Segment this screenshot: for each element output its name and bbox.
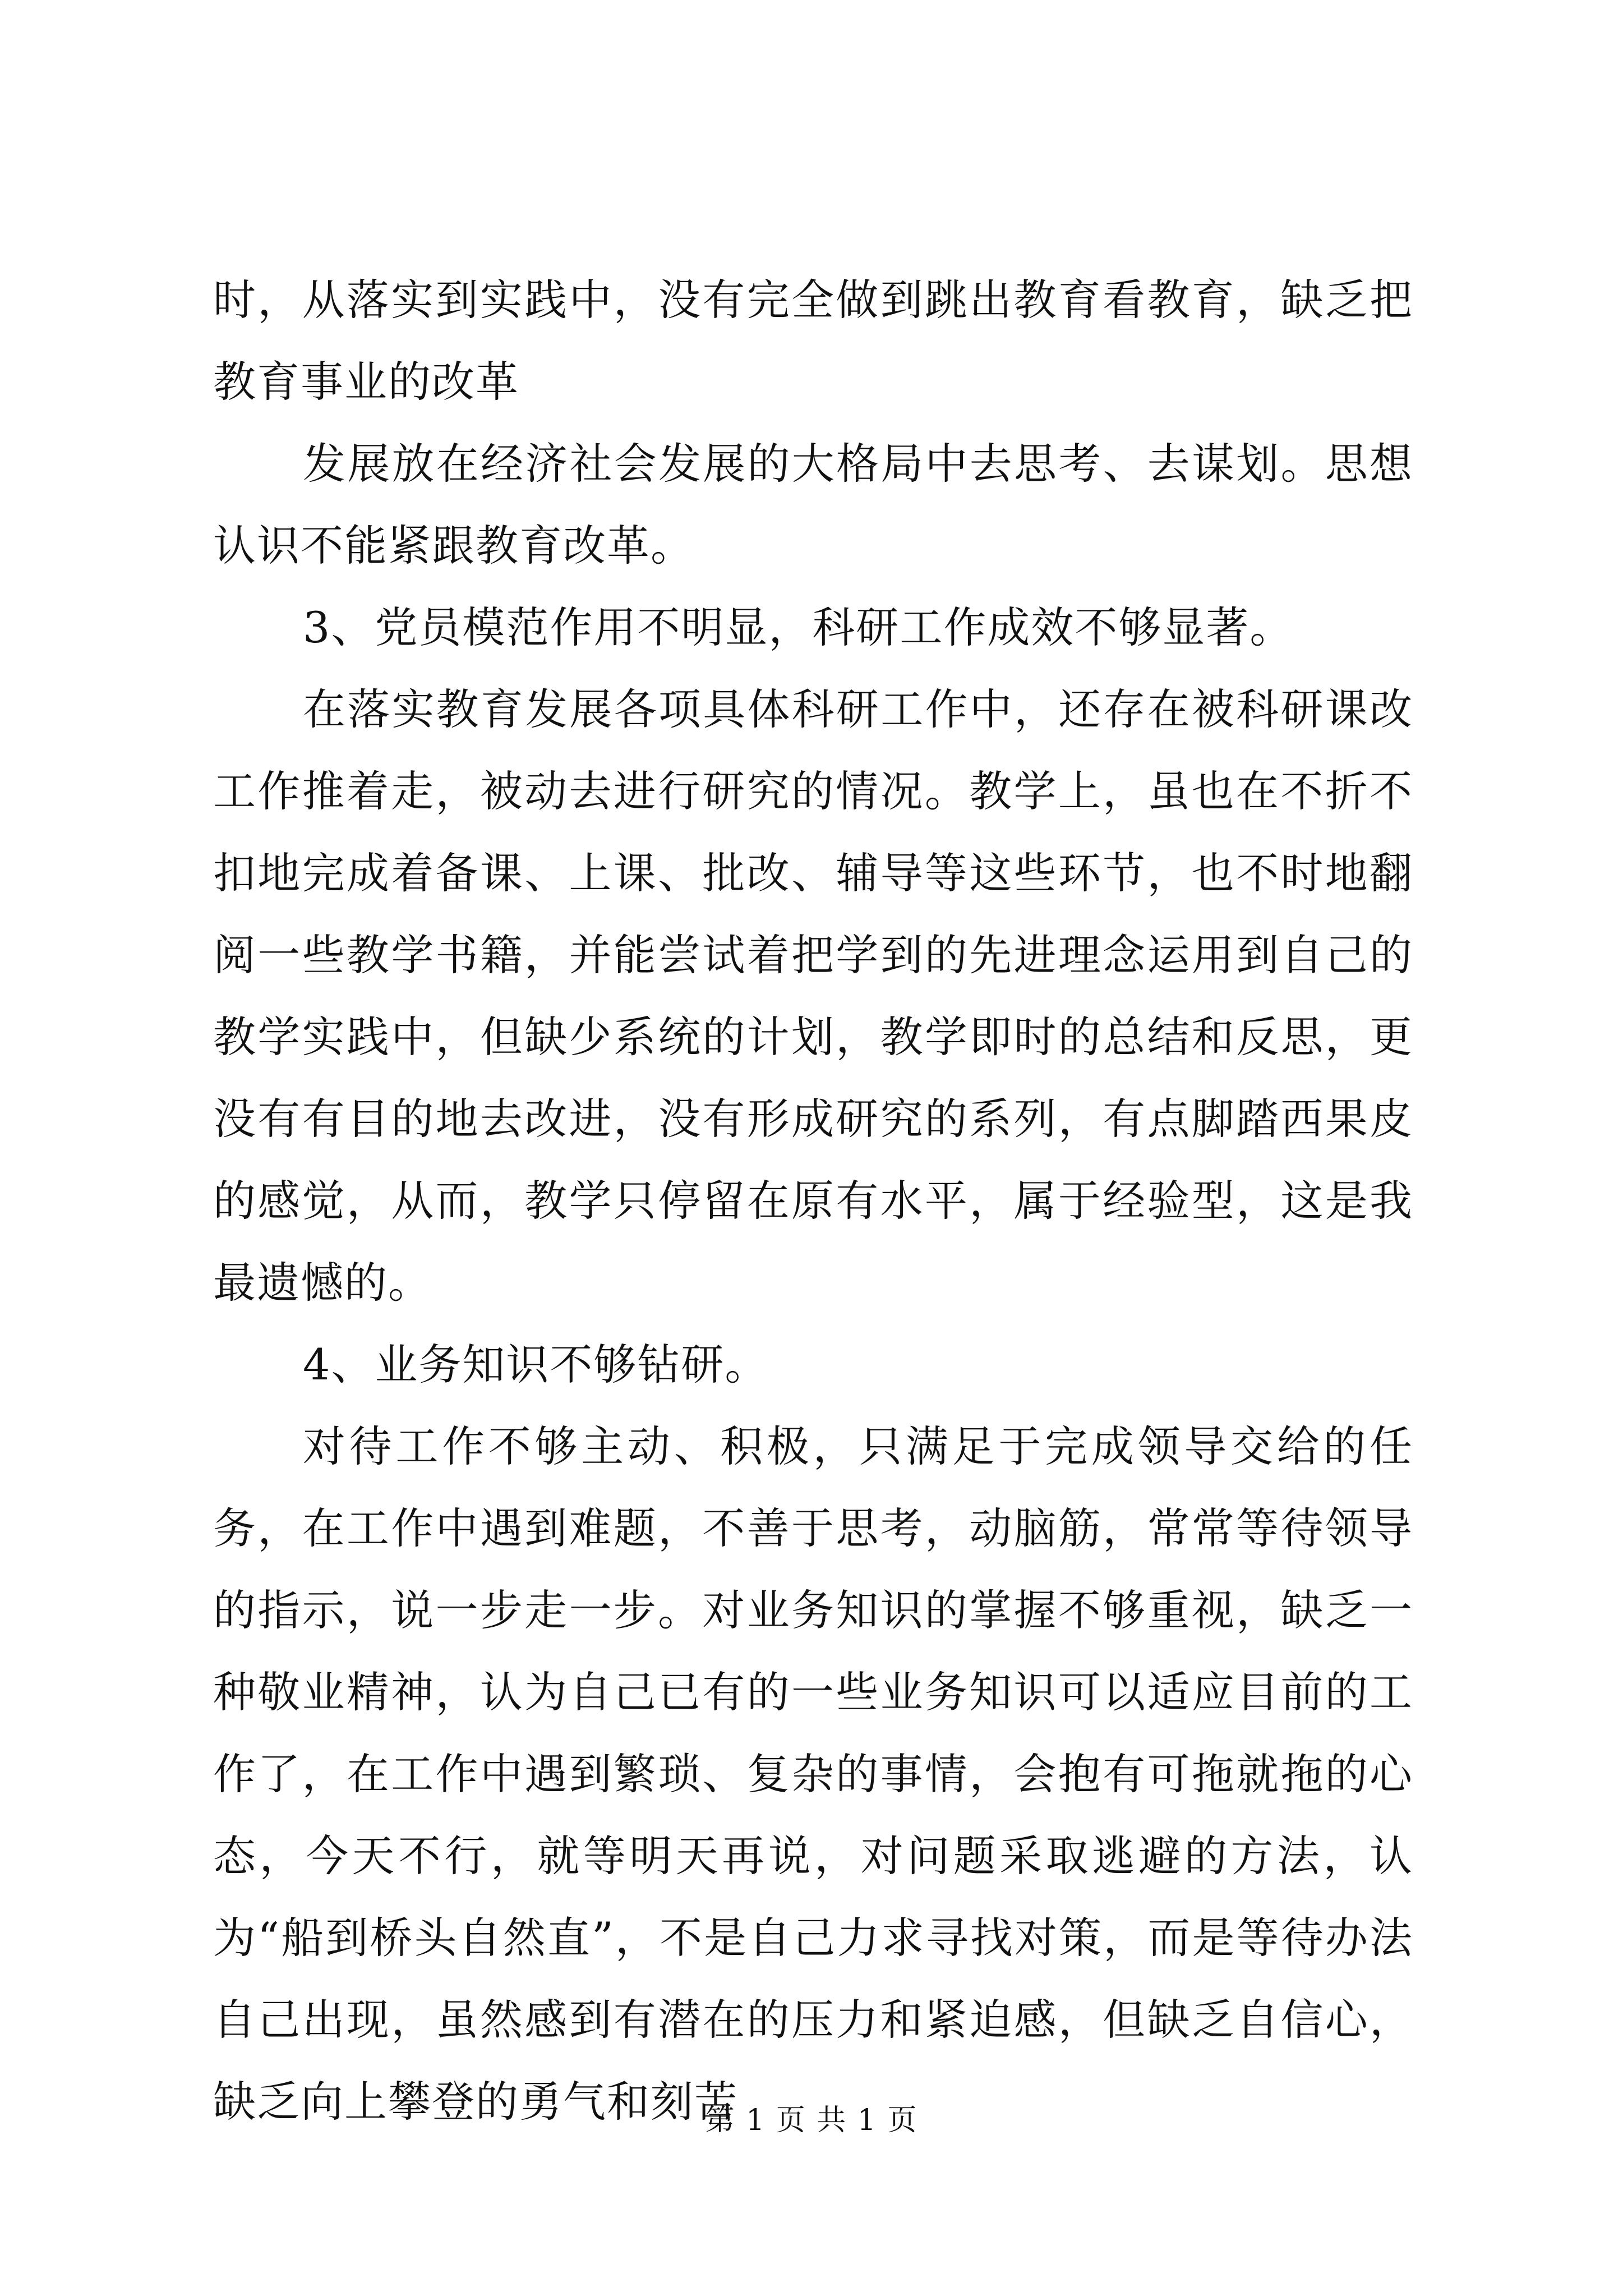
heading-item-3: 3、党员模范作用不明显，科研工作成效不够显著。 (303, 602, 1294, 652)
heading-item-4: 4、业务知识不够钻研。 (303, 1340, 769, 1389)
paragraph-development: 发展放在经济社会发展的大格局中去思考、去谋划。思想认识不能紧跟教育改革。 (213, 439, 1413, 570)
paragraph-attitude: 对待工作不够主动、积极，只满足于完成领导交给的任务，在工作中遇到难题，不善于思考，动脑筋，常常等待领导的指示，说一步走一步。对业务知识的掌握不够重视，缺乏一种敬业精神，认为自己已有的一些业务知识可以适应目前的工作了，在工作中遇到繁琐、复杂的事情，会抱有可拖就拖的心态，今天不行，就等明天再说，对问题采取逃避的方法，认为“船到桥头自然直”，不是自己力求寻找对策，而是等待办法自己出现，虽然感到有潜在的压力和紧迫感，但缺乏自信心，缺乏向上攀登的勇气和刻苦 (213, 1421, 1413, 2127)
paragraph-continuation: 时，从落实到实践中，没有完全做到跳出教育看教育，缺乏把教育事业的改革 (213, 275, 1413, 407)
page-footer: 第 1 页 共 1 页 (705, 2104, 918, 2137)
paragraph-research: 在落实教育发展各项具体科研工作中，还存在被科研课改工作推着走，被动去进行研究的情况。教学上，虽也在不折不扣地完成着备课、上课、批改、辅导等这些环节，也不时地翻阅一些教学书籍，并能尝试着把学到的先进理念运用到自己的教学实践中，但缺少系统的计划，教学即时的总结和反思，更没有有目的地去改进，没有形成研究的系列，有点脚踏西果皮的感觉，从而，教学只停留在原有水平，属于经验型，这是我最遗憾的。 (213, 684, 1413, 1308)
document-body (213, 259, 1413, 2143)
